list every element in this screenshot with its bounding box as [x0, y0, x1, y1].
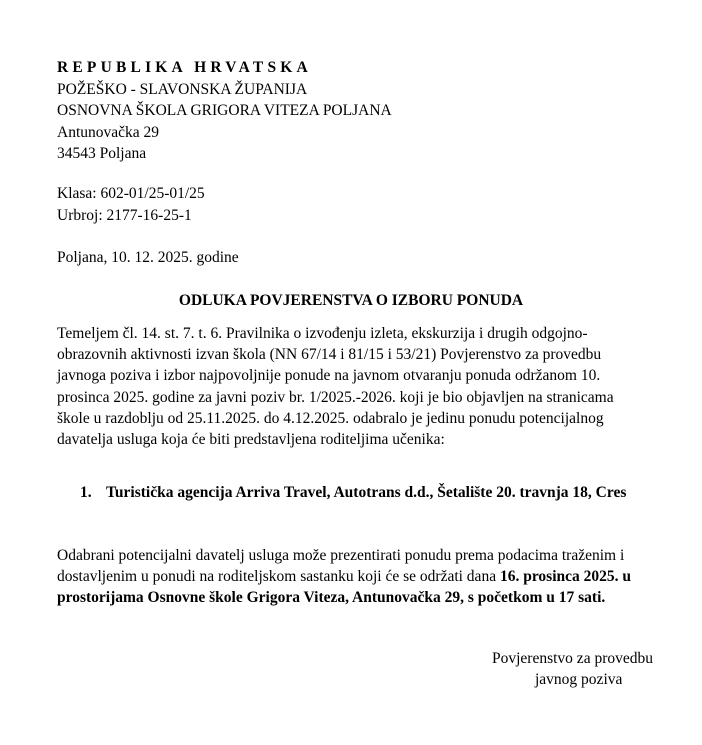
date-line: Poljana, 10. 12. 2025. godine: [57, 249, 239, 266]
letterhead: [57, 57, 392, 165]
body-line: prosinca 2025. godine za javni poziv br. 1/2025.-2026. koji je bio objavljen na stranicama: [57, 388, 614, 406]
closing-line-2: [57, 566, 631, 587]
urbroj-line: Urbroj: 2177-16-25-1: [57, 206, 192, 224]
closing-paragraph: [57, 545, 631, 609]
signature-block: [492, 648, 653, 690]
body-line: javnoga poziva i izbor najpovoljnije ponude na javnom otvaranju ponuda održanom 10.: [57, 367, 601, 385]
closing-line-3: [57, 587, 631, 608]
signature-line-2: javnog poziva: [535, 671, 623, 688]
county-name: POŽEŠKO - SLAVONSKA ŽUPANIJA: [57, 80, 308, 98]
body-line: Temeljem čl. 14. st. 7. t. 6. Pravilnika o izvođenju izleta, ekskurzija i drugih odgojno-: [57, 325, 588, 342]
school-street: Antunovačka 29: [57, 123, 160, 141]
school-postal: 34543 Poljana: [57, 145, 147, 162]
closing-line-2-text: dostavljenim u ponudi na roditeljskom sastanku koji će se održati dana: [57, 568, 500, 586]
selected-offer-item: [80, 482, 626, 503]
school-name: OSNOVNA ŠKOLA GRIGORA VITEZA POLJANA: [57, 102, 392, 119]
body-line: davatelja usluga koja će biti predstavljena roditeljima učenika:: [57, 430, 445, 448]
offer-number: 1.: [80, 484, 92, 501]
meeting-location: prostorijama Osnovne škole Grigora Viteza, Antunovačka 29, s početkom u 17 sati.: [57, 589, 606, 607]
body-line: škole u razdoblju od 25.11.2025. do 4.12.2025. odabralo je jedinu ponudu potencijalnog: [57, 409, 604, 427]
meeting-date: 16. prosinca 2025. u: [499, 568, 632, 586]
offer-text: Turistička agencija Arriva Travel, Autotrans d.d., Šetalište 20. travnja 18, Cres: [106, 484, 627, 501]
document-title: ODLUKA POVJERENSTVA O IZBORU PONUDA: [178, 292, 524, 309]
signature-line-1: Povjerenstvo za provedbu: [492, 650, 653, 667]
klasa-line: Klasa: 602-01/25-01/25: [57, 185, 205, 202]
closing-line-1: Odabrani potencijalni davatelj usluga može prezentirati ponudu prema podacima traženim i: [57, 547, 625, 564]
body-line: obrazovnih aktivnosti izvan škola (NN 67/14 i 81/15 i 53/21) Povjerenstvo za provedbu: [57, 346, 602, 364]
reference-numbers: [57, 183, 205, 226]
country-name: REPUBLIKA HRVATSKA: [57, 59, 312, 76]
body-paragraph: [57, 323, 657, 450]
